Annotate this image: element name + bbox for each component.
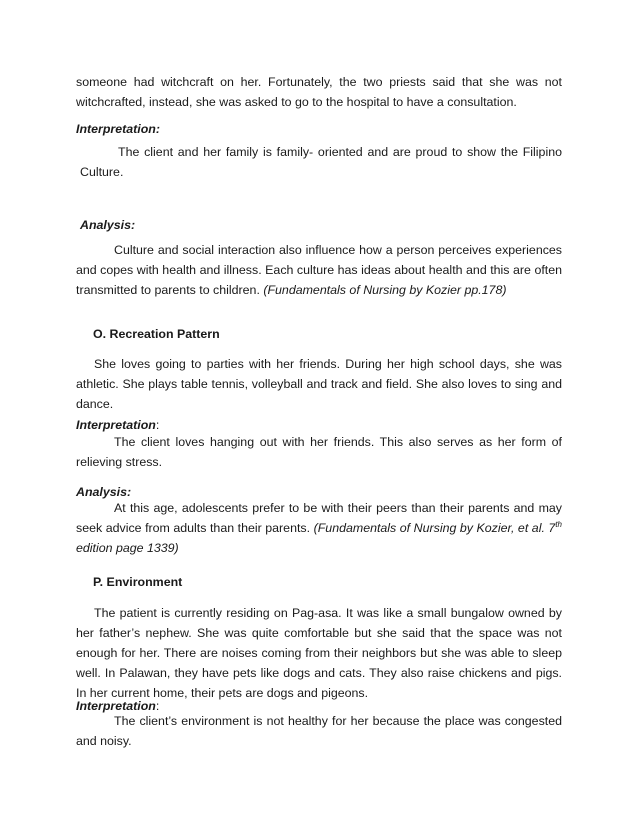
- interpretation-2-text: The client loves hanging out with her friends. This also serves as her form of relieving stress.: [76, 435, 562, 469]
- analysis-2-text: At this age, adolescents prefer to be with their peers than their parents and may seek advice from adults than their parents.: [76, 501, 562, 535]
- section-o-text: She loves going to parties with her friends. During her high school days, she was athletic. She plays table tennis, volleyball and track and field. She also loves to sing and dance.: [76, 357, 562, 411]
- analysis-2-reference-main: (Fundamentals of Nursing by Kozier, et al. 7: [313, 521, 556, 535]
- interpretation-3-colon: :: [155, 699, 160, 713]
- analysis-1-paragraph: [76, 240, 562, 300]
- interpretation-1-text: The client and her family is family- oriented and are proud to show the Filipino Culture.: [80, 145, 562, 179]
- analysis-1-text: Culture and social interaction also influence how a person perceives experiences and copes with health and illness. Each culture has ideas about health and this are often transmitted to parents to children.: [76, 243, 562, 297]
- analysis-2-paragraph: [76, 498, 562, 558]
- intro-paragraph: [76, 72, 562, 112]
- interpretation-3-text: The client’s environment is not healthy for her because the place was congested and noisy.: [76, 714, 562, 748]
- section-o-heading: O. Recreation Pattern: [93, 327, 220, 341]
- interpretation-2-label: Interpretation: [76, 418, 156, 432]
- section-p-text: The patient is currently residing on Pag-asa. It was like a small bungalow owned by her father’s nephew. She was quite comfortable but she said that the space was not enough for her. There are noises coming from their neighbors but she was able to sleep well. In Palawan, they have pets like dogs and cats. They also raise chickens and pigs. In her current home, their pets are dogs and pigeons.: [76, 606, 562, 700]
- section-p-heading: P. Environment: [93, 575, 183, 589]
- analysis-1-reference: (Fundamentals of Nursing by Kozier pp.178): [263, 283, 507, 297]
- analysis-2-reference-edition: edition page 1339): [76, 541, 179, 555]
- analysis-2-reference-superscript: th: [555, 519, 562, 529]
- intro-text: someone had witchcraft on her. Fortunately, the two priests said that she was not witchcrafted, instead, she was asked to go to the hospital to have a consultation.: [76, 75, 562, 109]
- interpretation-1-label: Interpretation:: [76, 122, 160, 136]
- interpretation-3-label: Interpretation: [76, 699, 156, 713]
- interpretation-2-colon: :: [155, 418, 160, 432]
- analysis-2-label: Analysis:: [76, 485, 132, 499]
- analysis-1-label: Analysis:: [80, 218, 136, 232]
